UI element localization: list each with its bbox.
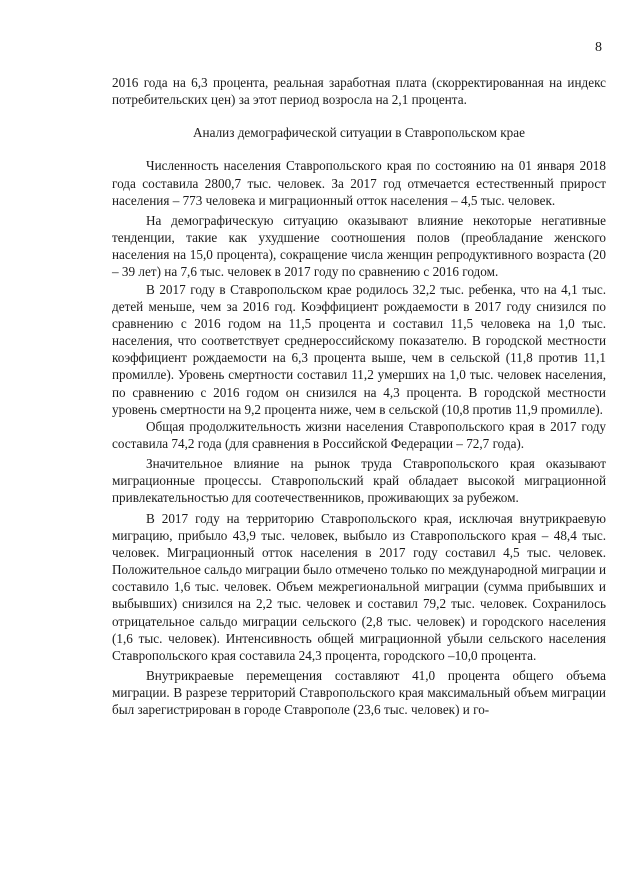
section-heading: Анализ демографической ситуации в Ставропольском крае xyxy=(193,125,525,141)
page-number: 8 xyxy=(595,40,602,55)
paragraph-migration-influence: Значительное влияние на рынок труда Ставропольского края оказывают миграционные процессы. Ставропольский край обладает высокой миграционной привлекательностью для соотечественников, проживающих за рубежом. xyxy=(112,456,606,506)
paragraph-birth-death-rates: В 2017 году в Ставропольском крае родилось 32,2 тыс. ребенка, что на 4,1 тыс. детей меньше, чем за 2016 год. Коэффициент рождаемости в 2017 году снизился по сравнению с 2016 годом на 11,5 процента и составил 11,5 человека на 1,0 тыс. населения, что соответствует среднероссийскому показателю. В городской местности коэффициент рождаемости на 6,3 процента выше, чем в сельской (11,8 против 11,1 промилле). Уровень смертности составил 11,2 умерших на 1,0 тыс. человек населения, по сравнению с 2016 годом он снизился на 4,3 процента. В городской местности уровень смертности на 9,2 процента ниже, чем в сельской (10,8 против 11,9 промилле). xyxy=(112,281,606,417)
paragraph-migration-2017: В 2017 году на территорию Ставропольского края, исключая внутрикраевую миграцию, прибыло 43,9 тыс. человек, выбыло из Ставропольского края – 48,4 тыс. человек. Миграционный отток населения в 2017 году составил 4,5 тыс. человек. Положительное сальдо миграции было отмечено только по международной миграции и составило 1,6 тыс. человек. Объем межрегиональной миграции (сумма прибывших и выбывших) снизился на 2,2 тыс. человек и составил 79,2 тыс. человек. Сохранилось отрицательное сальдо миграции сельского (2,8 тыс. человек) и городского населения (1,6 тыс. человек). Интенсивность общей миграционной убыли сельского населения Ставропольского края составила 24,3 процента, городского –10,0 процента. xyxy=(112,510,606,663)
paragraph-demographic-trends: На демографическую ситуацию оказывают влияние некоторые негативные тенденции, такие как ухудшение соотношения полов (преобладание женского населения на 15,0 процента), сокращение числа женщин репродуктивного возраста (20 – 39 лет) на 7,6 тыс. человек в 2017 году по сравнению с 2016 годом. xyxy=(112,212,606,280)
paragraph-life-expectancy: Общая продолжительность жизни населения Ставропольского края в 2017 году составила 74,2 года (для сравнения в Российской Федерации – 72,7 года). xyxy=(112,418,606,451)
intro-paragraph: 2016 года на 6,3 процента, реальная заработная плата (скорректированная на индекс потребительских цен) за этот период возросла на 2,1 процента. xyxy=(112,75,606,108)
paragraph-population: Численность населения Ставропольского края по состоянию на 01 января 2018 года составила 2800,7 тыс. человек. За 2017 год отмечается естественный прирост населения – 773 человека и миграционный отток населения – 4,5 тыс. человек. xyxy=(112,158,606,208)
paragraph-intraregional-migration: Внутрикраевые перемещения составляют 41,0 процента общего объема миграции. В разрезе территорий Ставропольского края максимальный объем миграции был зарегистрирован в городе Ставрополе (23,6 тыс. человек) и го- xyxy=(112,668,606,718)
document-body xyxy=(112,74,606,718)
